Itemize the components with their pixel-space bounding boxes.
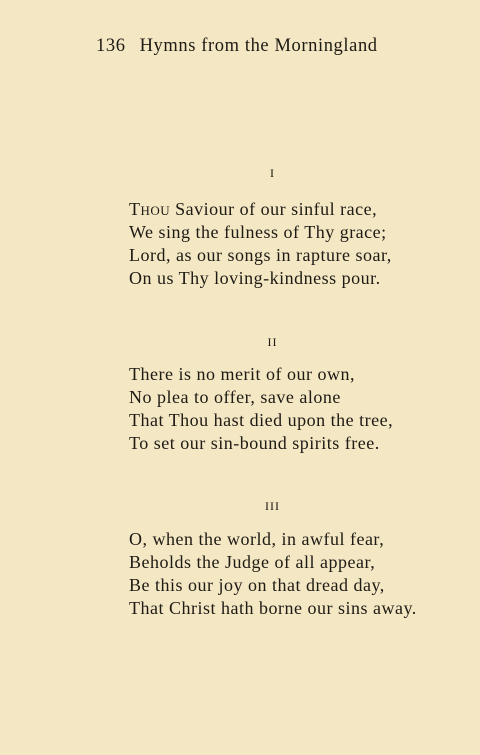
verse-line: Beholds the Judge of all appear,	[129, 552, 376, 572]
stanza-number-3: III	[265, 499, 280, 513]
stanza-number-2: II	[267, 335, 278, 349]
verse-line: That Thou hast died upon the tree,	[129, 410, 394, 430]
drop-word: Thou	[129, 199, 171, 219]
verse-line: We sing the fulness of Thy grace;	[129, 222, 387, 242]
stanza-number-1: I	[270, 166, 275, 180]
verse-line: There is no merit of our own,	[129, 364, 355, 384]
verse-line: To set our sin-bound spirits free.	[129, 433, 380, 453]
verse-line: That Christ hath borne our sins away.	[129, 598, 417, 618]
stanza-1	[129, 198, 392, 290]
verse-line: Be this our joy on that dread day,	[129, 575, 385, 595]
verse-line: No plea to offer, save alone	[129, 387, 341, 407]
verse-line: On us Thy loving-kindness pour.	[129, 268, 381, 288]
running-title: Hymns from the Morningland	[139, 36, 378, 56]
verse-line: Thou Saviour of our sinful race,	[129, 199, 378, 219]
page-number: 136	[96, 36, 126, 56]
page-header	[96, 36, 378, 57]
verse-line: O, when the world, in awful fear,	[129, 529, 385, 549]
stanza-3	[129, 528, 417, 620]
stanza-2	[129, 363, 393, 455]
verse-line: Lord, as our songs in rapture soar,	[129, 245, 392, 265]
